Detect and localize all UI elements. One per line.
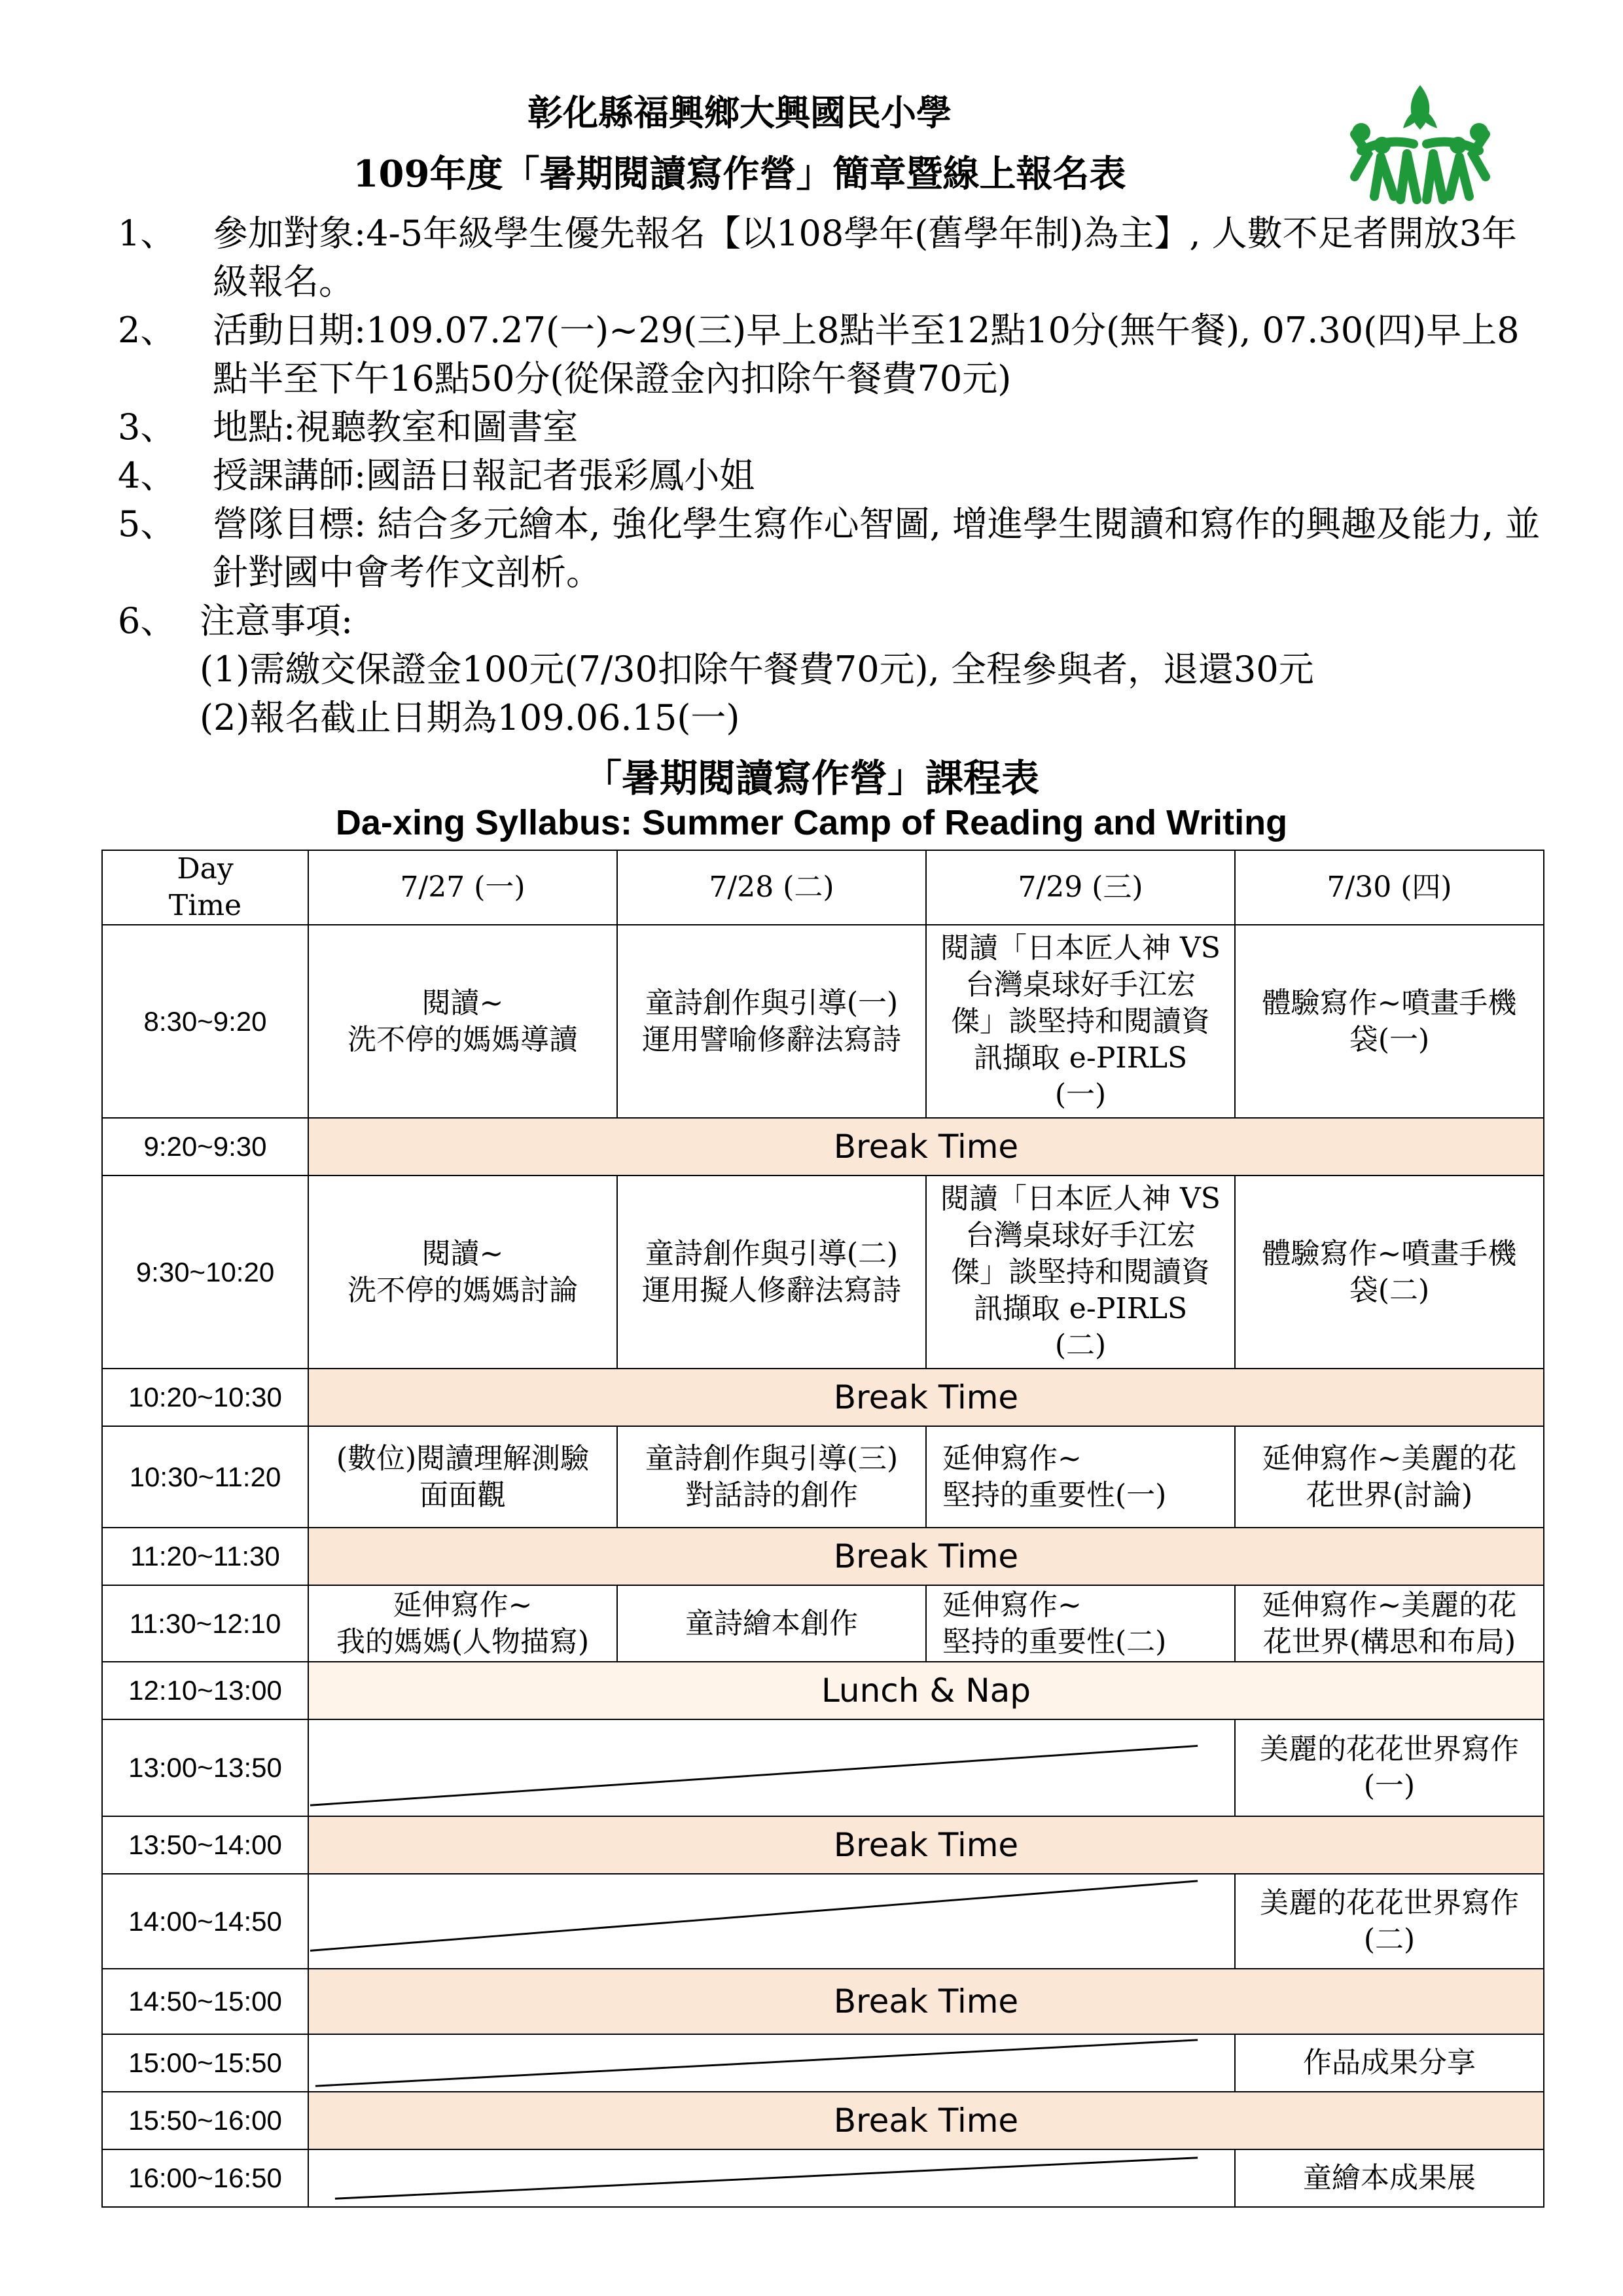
break-cell: Break Time — [308, 1369, 1544, 1426]
day-header: 7/30 (四) — [1235, 850, 1544, 925]
session-cell: 延伸寫作~ 堅持的重要性(二) — [926, 1585, 1235, 1662]
time-cell: 11:30~12:10 — [102, 1585, 308, 1662]
schedule-subtitle: Da-xing Syllabus: Summer Camp of Reading and Writing — [335, 803, 1288, 842]
item-number: 1、 — [118, 213, 176, 254]
crossed-out-line — [309, 2150, 1234, 2206]
break-cell: Break Time — [308, 1969, 1544, 2034]
empty-slot — [308, 1874, 1235, 1969]
session-cell: 童繪本成果展 — [1235, 2149, 1544, 2207]
time-cell: 13:00~13:50 — [102, 1719, 308, 1816]
session-cell: 延伸寫作~ 堅持的重要性(一) — [926, 1426, 1235, 1528]
item-text: 參加對象:4-5年級學生優先報名【以108學年(舊學年制)為主】, 人數不足者開放3年級報名。 — [213, 213, 1518, 302]
session-cell: 童詩創作與引導(一) 運用譬喻修辭法寫詩 — [617, 925, 926, 1118]
school-emblem-icon — [1335, 72, 1505, 216]
session-cell: 童詩創作與引導(二) 運用擬人修辭法寫詩 — [617, 1175, 926, 1369]
item-number: 6、 — [118, 600, 176, 641]
session-cell: 閱讀~ 洗不停的媽媽導讀 — [308, 925, 617, 1118]
day-header: 7/28 (二) — [617, 850, 926, 925]
item-number: 5、 — [118, 503, 176, 545]
item-text: 營隊目標: 結合多元繪本, 強化學生寫作心智圖, 增進學生閱讀和寫作的興趣及能力, 並針對國中會考作文剖析。 — [213, 503, 1541, 593]
empty-slot — [308, 2034, 1235, 2092]
list-item — [118, 452, 1544, 500]
list-item — [118, 403, 1544, 452]
time-cell: 13:50~14:00 — [102, 1816, 308, 1874]
session-cell: 延伸寫作~美麗的花 花世界(構思和布局) — [1235, 1585, 1544, 1662]
info-list — [118, 209, 1544, 742]
table-row — [102, 1175, 1544, 1369]
session-cell: (數位)閱讀理解測驗 面面觀 — [308, 1426, 617, 1528]
school-name: 彰化縣福興鄉大興國民小學 — [527, 92, 952, 134]
table-row — [102, 1118, 1544, 1175]
list-item — [118, 306, 1544, 403]
item-number: 4、 — [118, 455, 176, 496]
table-row — [102, 925, 1544, 1118]
time-cell: 10:30~11:20 — [102, 1426, 308, 1528]
crossed-out-line — [309, 1720, 1234, 1816]
note-deadline: (2)報名截止日期為109.06.15(一) — [200, 697, 740, 738]
lunch-cell: Lunch & Nap — [308, 1662, 1544, 1719]
schedule-title: 「暑期閱讀寫作營」課程表 — [583, 756, 1039, 800]
table-row — [102, 2149, 1544, 2207]
time-cell: 9:30~10:20 — [102, 1175, 308, 1369]
form-title: 109年度「暑期閱讀寫作營」簡章暨線上報名表 — [353, 152, 1126, 196]
time-cell: 14:50~15:00 — [102, 1969, 308, 2034]
item-text: 注意事項: — [200, 600, 353, 641]
time-cell: 8:30~9:20 — [102, 925, 308, 1118]
break-cell: Break Time — [308, 2092, 1544, 2149]
time-cell: 12:10~13:00 — [102, 1662, 308, 1719]
list-item — [118, 500, 1544, 597]
break-cell: Break Time — [308, 1816, 1544, 1874]
session-cell: 延伸寫作~ 我的媽媽(人物描寫) — [308, 1585, 617, 1662]
corner-time: Time — [168, 889, 242, 922]
corner-cell — [102, 850, 308, 925]
item-text: 地點:視聽教室和圖書室 — [213, 406, 579, 448]
table-row — [102, 1719, 1544, 1816]
day-header: 7/27 (一) — [308, 850, 617, 925]
session-cell: 閱讀「日本匠人神 VS 台灣桌球好手江宏 傑」談堅持和閱讀資 訊擷取 e-PIRLS (二) — [926, 1175, 1235, 1369]
item-number: 2、 — [118, 310, 176, 351]
table-row — [102, 2034, 1544, 2092]
session-cell: 閱讀「日本匠人神 VS 台灣桌球好手江宏 傑」談堅持和閱讀資 訊擷取 e-PIRLS (一) — [926, 925, 1235, 1118]
notes — [200, 645, 1544, 742]
session-cell: 童詩繪本創作 — [617, 1585, 926, 1662]
session-cell: 美麗的花花世界寫作 (一) — [1235, 1719, 1544, 1816]
time-cell: 9:20~9:30 — [102, 1118, 308, 1175]
table-row — [102, 1369, 1544, 1426]
time-cell: 16:00~16:50 — [102, 2149, 308, 2207]
session-cell: 延伸寫作~美麗的花 花世界(討論) — [1235, 1426, 1544, 1528]
corner-day: Day — [177, 852, 234, 886]
table-row — [102, 1874, 1544, 1969]
session-cell: 童詩創作與引導(三) 對話詩的創作 — [617, 1426, 926, 1528]
empty-slot — [308, 2149, 1235, 2207]
schedule-table — [101, 850, 1544, 2208]
session-cell: 體驗寫作~噴畫手機 袋(二) — [1235, 1175, 1544, 1369]
table-row — [102, 1585, 1544, 1662]
item-number: 3、 — [118, 406, 176, 448]
day-header: 7/29 (三) — [926, 850, 1235, 925]
list-item — [118, 597, 1544, 645]
time-cell: 15:00~15:50 — [102, 2034, 308, 2092]
break-cell: Break Time — [308, 1118, 1544, 1175]
table-row — [102, 1426, 1544, 1528]
table-row — [102, 850, 1544, 925]
session-cell: 美麗的花花世界寫作 (二) — [1235, 1874, 1544, 1969]
table-row — [102, 2092, 1544, 2149]
table-row — [102, 1816, 1544, 1874]
time-cell: 10:20~10:30 — [102, 1369, 308, 1426]
table-row — [102, 1528, 1544, 1585]
crossed-out-line — [309, 1874, 1234, 1968]
time-cell: 15:50~16:00 — [102, 2092, 308, 2149]
session-cell: 作品成果分享 — [1235, 2034, 1544, 2092]
time-cell: 11:20~11:30 — [102, 1528, 308, 1585]
time-cell: 14:00~14:50 — [102, 1874, 308, 1969]
break-cell: Break Time — [308, 1528, 1544, 1585]
item-text: 活動日期:109.07.27(一)~29(三)早上8點半至12點10分(無午餐), 07.30(四)早上8點半至下午16點50分(從保證金內扣除午餐費70元) — [213, 310, 1520, 399]
table-row — [102, 1969, 1544, 2034]
session-cell: 體驗寫作~噴畫手機 袋(一) — [1235, 925, 1544, 1118]
note-deposit: (1)需繳交保證金100元(7/30扣除午餐費70元), 全程參與者，退還30元 — [200, 649, 1314, 690]
table-row — [102, 1662, 1544, 1719]
crossed-out-line — [309, 2035, 1234, 2091]
empty-slot — [308, 1719, 1235, 1816]
list-item — [118, 209, 1544, 306]
item-text: 授課講師:國語日報記者張彩鳳小姐 — [213, 455, 755, 496]
session-cell: 閱讀~ 洗不停的媽媽討論 — [308, 1175, 617, 1369]
